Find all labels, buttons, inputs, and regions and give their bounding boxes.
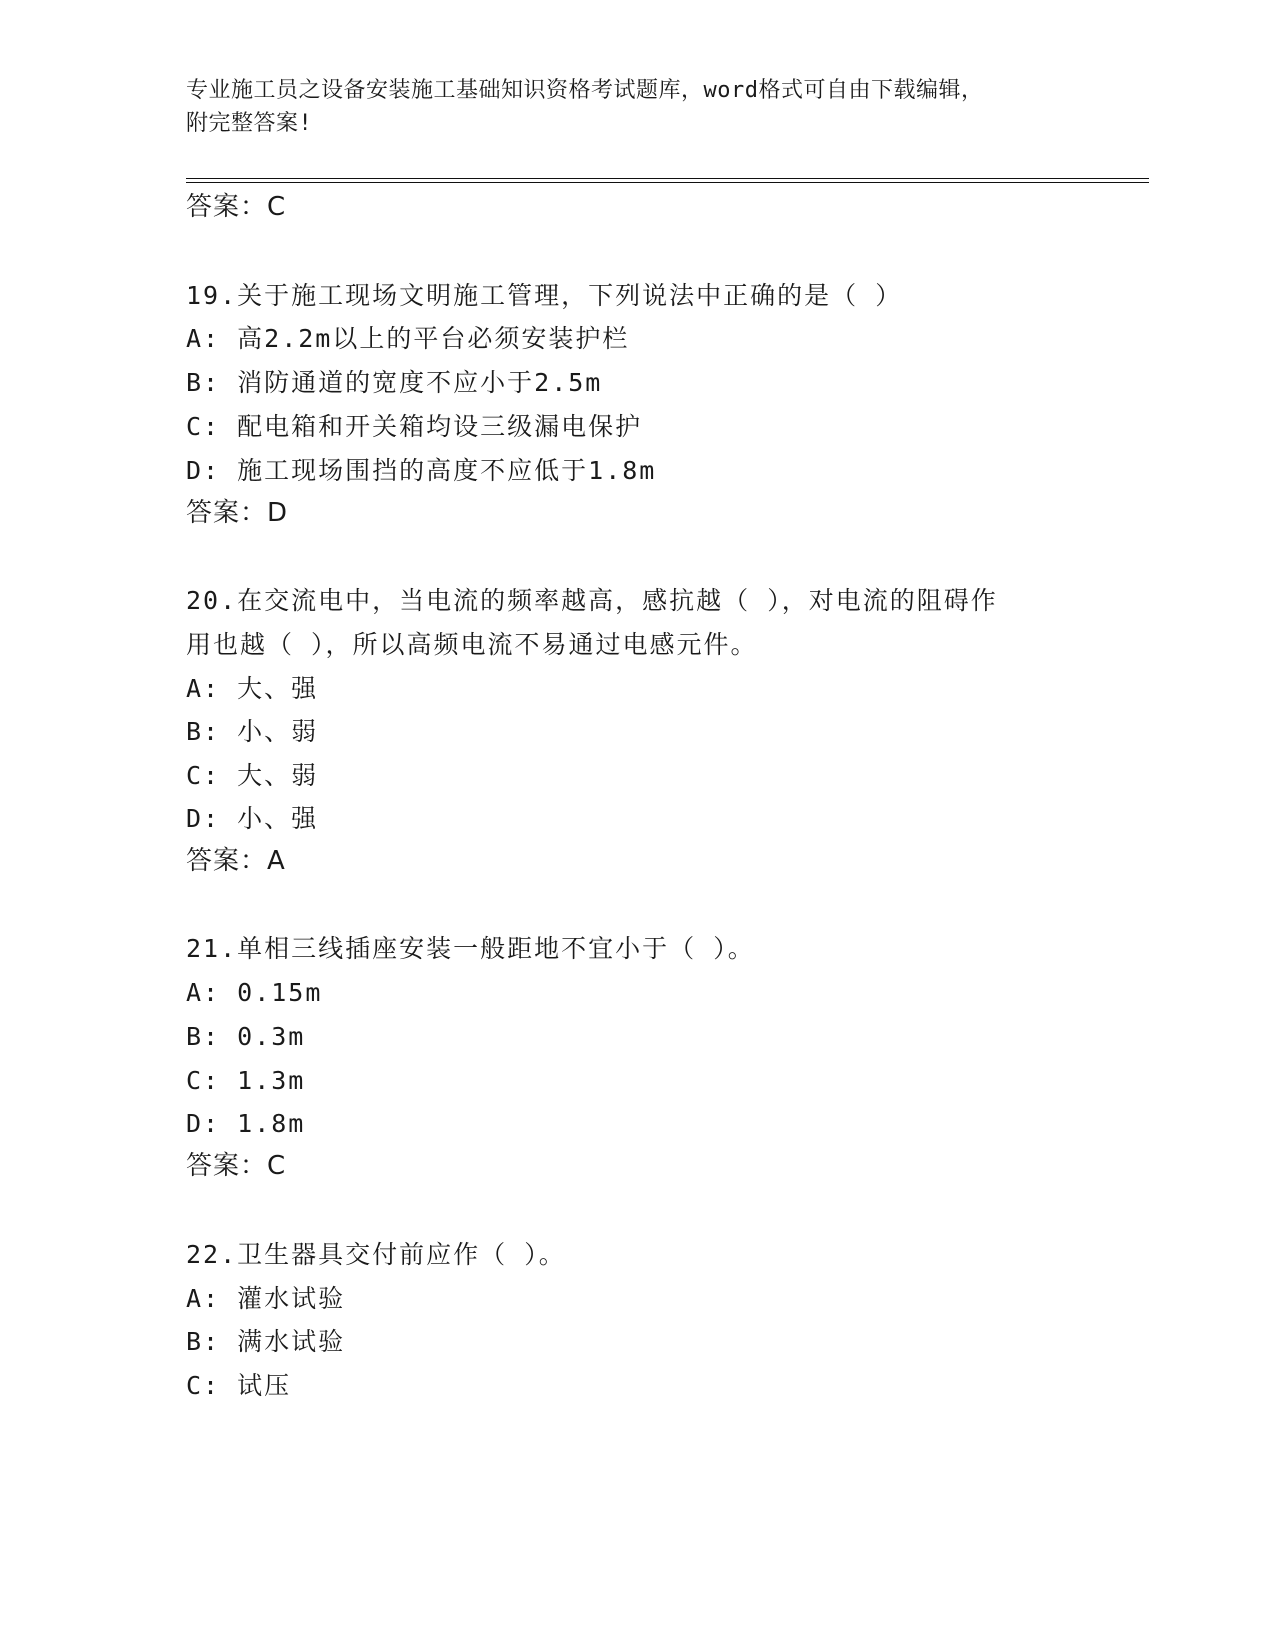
question-20-option-c: C: 大、弱 (186, 761, 319, 790)
question-19-option-d: D: 施工现场围挡的高度不应低于1.8m (186, 456, 657, 485)
question-19-stem: 19.关于施工现场文明施工管理，下列说法中正确的是（ ） (186, 281, 903, 310)
header-line-2: 附完整答案! (186, 111, 313, 136)
question-20-option-b: B: 小、弱 (186, 717, 319, 746)
question-22-option-b: B: 满水试验 (186, 1327, 346, 1356)
question-20-stem-line-2: 用也越（ ），所以高频电流不易通过电感元件。 (186, 630, 758, 659)
question-21-stem: 21.单相三线插座安装一般距地不宜小于（ ）。 (186, 934, 755, 963)
header-rule-top (186, 178, 1149, 179)
question-20-answer: 答案：A (186, 846, 286, 876)
question-19-option-c: C: 配电箱和开关箱均设三级漏电保护 (186, 412, 643, 441)
question-22-option-a: A: 灌水试验 (186, 1284, 346, 1313)
page-header (186, 74, 1086, 140)
question-21-option-a: A: 0.15m (186, 978, 323, 1007)
question-20-option-a: A: 大、强 (186, 674, 319, 703)
question-19-option-a: A: 高2.2m以上的平台必须安装护栏 (186, 324, 630, 353)
question-19-answer: 答案：D (186, 498, 289, 528)
header-line-1: 专业施工员之设备安装施工基础知识资格考试题库，word格式可自由下载编辑， (186, 78, 984, 103)
question-22-option-c: C: 试压 (186, 1371, 292, 1400)
question-20-option-d: D: 小、强 (186, 804, 319, 833)
question-21-answer: 答案：C (186, 1151, 287, 1181)
previous-answer: 答案：C (186, 192, 287, 222)
question-20-stem-line-1: 20.在交流电中，当电流的频率越高，感抗越（ ），对电流的阻碍作 (186, 586, 998, 615)
question-19-option-b: B: 消防通道的宽度不应小于2.5m (186, 368, 603, 397)
question-21-option-b: B: 0.3m (186, 1022, 306, 1051)
header-rule-bottom (186, 182, 1149, 183)
question-21-option-d: D: 1.8m (186, 1109, 306, 1138)
question-21-option-c: C: 1.3m (186, 1066, 306, 1095)
question-22-stem: 22.卫生器具交付前应作（ ）。 (186, 1240, 566, 1269)
